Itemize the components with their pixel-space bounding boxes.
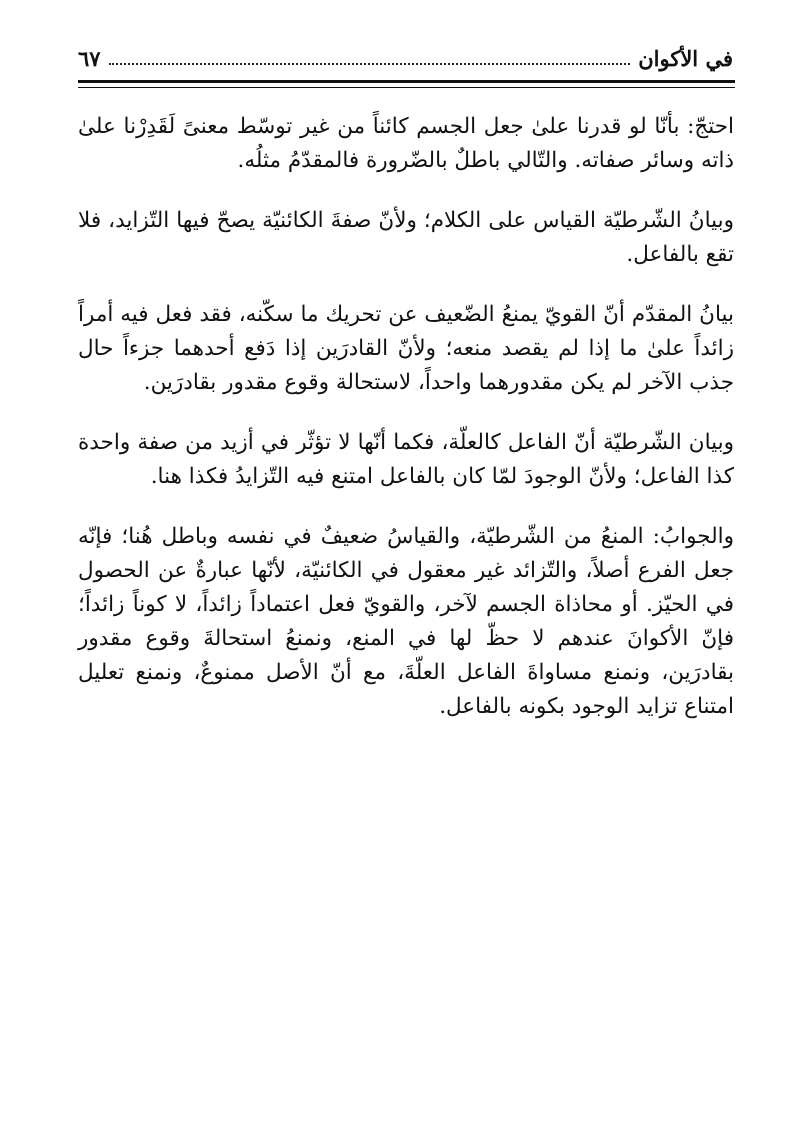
body-text: [78, 110, 734, 750]
dotted-leader: [109, 63, 631, 65]
running-header: [78, 40, 733, 74]
page-number: ٦٧: [78, 46, 101, 71]
header-rule-thick: [78, 80, 735, 83]
paragraph-agent-cause: وبيان الشّرطيّة أنّ الفاعل كالعلّة، فكما أنّها لا تؤثّر في أزيد من صفة واحدة كذا الفاعل؛ ولأنّ الوجودَ لمّا كان بالفاعل امتنع فيه التّزايدُ فكذا هنا.: [78, 430, 734, 489]
paragraph-answer: والجوابُ: المنعُ من الشّرطيّة، والقياسُ ضعيفٌ في نفسه وباطل هُنا؛ فإنّه جعل الفرع أصلاً، والتّزائد غير معقول في الكائنيّة، لأنّها عبارةٌ عن الحصول في الحيّز. أو محاذاة الجسم لآخر، والقويّ فعل اعتماداً زائداً، لا كوناً زائداً؛ فإنّ الأكوانَ عندهم لا حظّ لها في المنع، ونمنعُ استحالةَ وقوع مقدور بقادرَين، ونمنع مساواةَ الفاعل العلّةَ، مع أنّ الأصل ممنوعٌ، ونمنع تعليل امتناع تزايد الوجود بكونه بالفاعل.: [78, 524, 734, 719]
paragraph-antecedent-proof: بيانُ المقدّم أنّ القويّ يمنعُ الضّعيف عن تحريك ما سكّنه، فقد فعل فيه أمراً زائداً علىٰ ما إذا لم يقصد منعه؛ ولأنّ القادرَين إذا دَفع أحدهما جزءاً حال جذب الآخر لم يكن مقدورهما واحداً، لاستحالة وقوع مقدور بقادرَين.: [78, 302, 734, 395]
running-title: في الأكوان: [638, 46, 733, 71]
header-rule-thin: [78, 87, 735, 88]
paragraph-argument: احتجّ: بأنّا لو قدرنا علىٰ جعل الجسم كائناً من غير توسّط معنىً لَقَدِرْنا علىٰ ذاته وسائر صفاته. والتّالي باطلٌ بالضّرورة فالمقدّمُ مثلُه.: [78, 114, 734, 173]
paragraph-conditional-proof: وبيانُ الشّرطيّة القياس على الكلام؛ ولأنّ صفةَ الكائنيّة يصحّ فيها التّزايد، فلا تقع بالفاعل.: [78, 208, 734, 267]
